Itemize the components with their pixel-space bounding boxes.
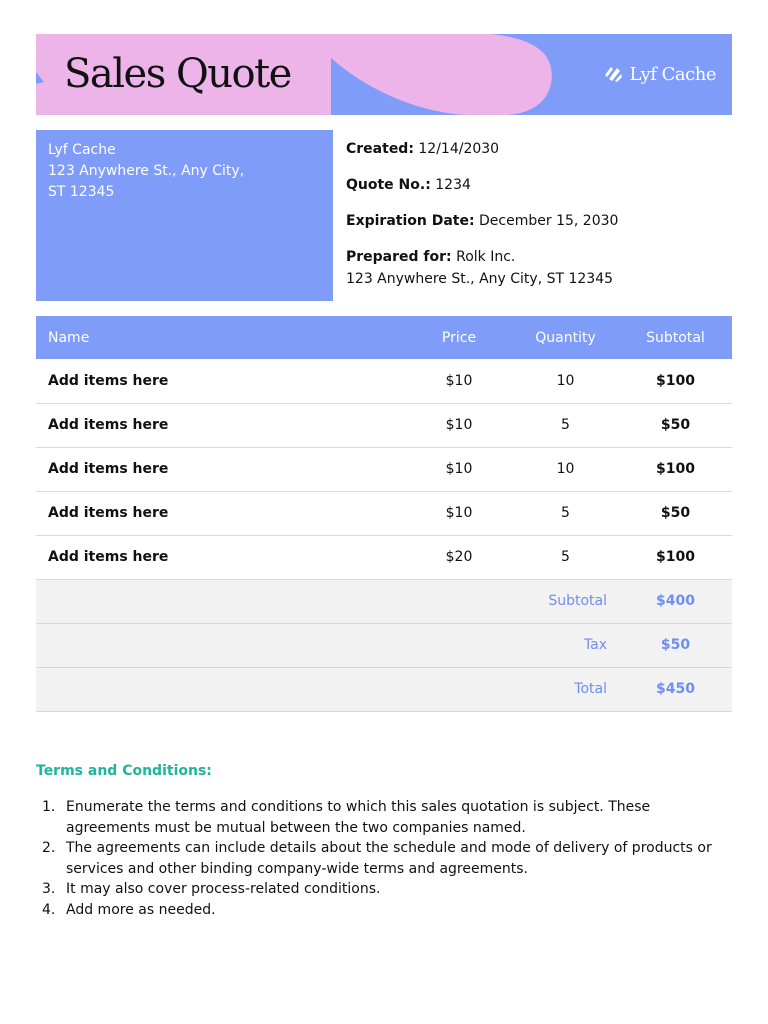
quote-no-value: 1234 <box>435 177 471 193</box>
sender-company: Lyf Cache <box>48 142 116 158</box>
item-quantity: 10 <box>512 359 619 403</box>
column-header-price: Price <box>406 316 512 359</box>
list-number: 2. <box>42 840 56 856</box>
item-price: $10 <box>406 491 512 535</box>
terms-list <box>36 797 736 920</box>
summary-row-subtotal <box>36 579 732 623</box>
summary-label: Total <box>406 667 619 711</box>
item-price: $10 <box>406 359 512 403</box>
prepared-for-label: Prepared for: <box>346 249 452 265</box>
sender-address-line1: 123 Anywhere St., Any City, <box>48 163 245 179</box>
created-value: 12/14/2030 <box>418 141 500 157</box>
list-text: It may also cover process-related conditions. <box>66 881 381 897</box>
list-item <box>36 797 736 838</box>
column-header-name: Name <box>36 316 406 359</box>
expiration-row <box>346 211 618 232</box>
item-subtotal: $100 <box>619 447 732 491</box>
column-header-quantity: Quantity <box>512 316 619 359</box>
list-number: 1. <box>42 799 56 815</box>
items-table <box>36 316 732 712</box>
summary-value: $400 <box>619 579 732 623</box>
item-name: Add items here <box>36 535 406 579</box>
list-number: 4. <box>42 901 56 918</box>
sender-address-box <box>36 130 333 301</box>
sender-address-line2: ST 12345 <box>48 184 115 200</box>
list-text: Add more as needed. <box>66 901 216 918</box>
summary-label: Subtotal <box>406 579 619 623</box>
item-price: $20 <box>406 535 512 579</box>
table-header-row <box>36 316 732 359</box>
list-number: 3. <box>42 881 56 897</box>
item-name: Add items here <box>36 447 406 491</box>
expiration-value: December 15, 2030 <box>479 213 619 229</box>
item-subtotal: $100 <box>619 535 732 579</box>
item-name: Add items here <box>36 491 406 535</box>
table-row <box>36 447 732 491</box>
expiration-label: Expiration Date: <box>346 213 475 229</box>
item-subtotal: $50 <box>619 491 732 535</box>
quote-no-label: Quote No.: <box>346 177 431 193</box>
table-row <box>36 535 732 579</box>
summary-row-total <box>36 667 732 711</box>
summary-value: $50 <box>619 623 732 667</box>
list-text: The agreements can include details about the schedule and mode of delivery of products or services and other binding company-wide terms and agreements. <box>66 840 712 877</box>
item-quantity: 5 <box>512 491 619 535</box>
terms-title: Terms and Conditions: <box>36 763 212 779</box>
brand <box>603 62 716 86</box>
table-row <box>36 403 732 447</box>
quote-no-row <box>346 175 471 196</box>
summary-row-tax <box>36 623 732 667</box>
summary-value: $450 <box>619 667 732 711</box>
brand-logo-icon <box>603 65 623 83</box>
prepared-for-value: Rolk Inc. <box>456 249 516 265</box>
prepared-for-address: 123 Anywhere St., Any City, ST 12345 <box>346 271 614 287</box>
list-item <box>36 900 736 921</box>
item-price: $10 <box>406 447 512 491</box>
column-header-subtotal: Subtotal <box>619 316 732 359</box>
item-subtotal: $100 <box>619 359 732 403</box>
item-subtotal: $50 <box>619 403 732 447</box>
item-name: Add items here <box>36 403 406 447</box>
item-name: Add items here <box>36 359 406 403</box>
prepared-for-row <box>346 247 515 268</box>
item-quantity: 10 <box>512 447 619 491</box>
table-row <box>36 359 732 403</box>
created-label: Created: <box>346 141 414 157</box>
list-item <box>36 838 736 879</box>
table-row <box>36 491 732 535</box>
list-text: Enumerate the terms and conditions to which this sales quotation is subject. These agreements must be mutual between the two companies named. <box>66 799 651 836</box>
page-title: Sales Quote <box>64 51 291 97</box>
summary-label: Tax <box>406 623 619 667</box>
item-price: $10 <box>406 403 512 447</box>
item-quantity: 5 <box>512 535 619 579</box>
item-quantity: 5 <box>512 403 619 447</box>
header-banner <box>36 34 732 115</box>
list-item <box>36 879 736 900</box>
brand-name: Lyf Cache <box>629 63 716 85</box>
created-row <box>346 139 499 160</box>
